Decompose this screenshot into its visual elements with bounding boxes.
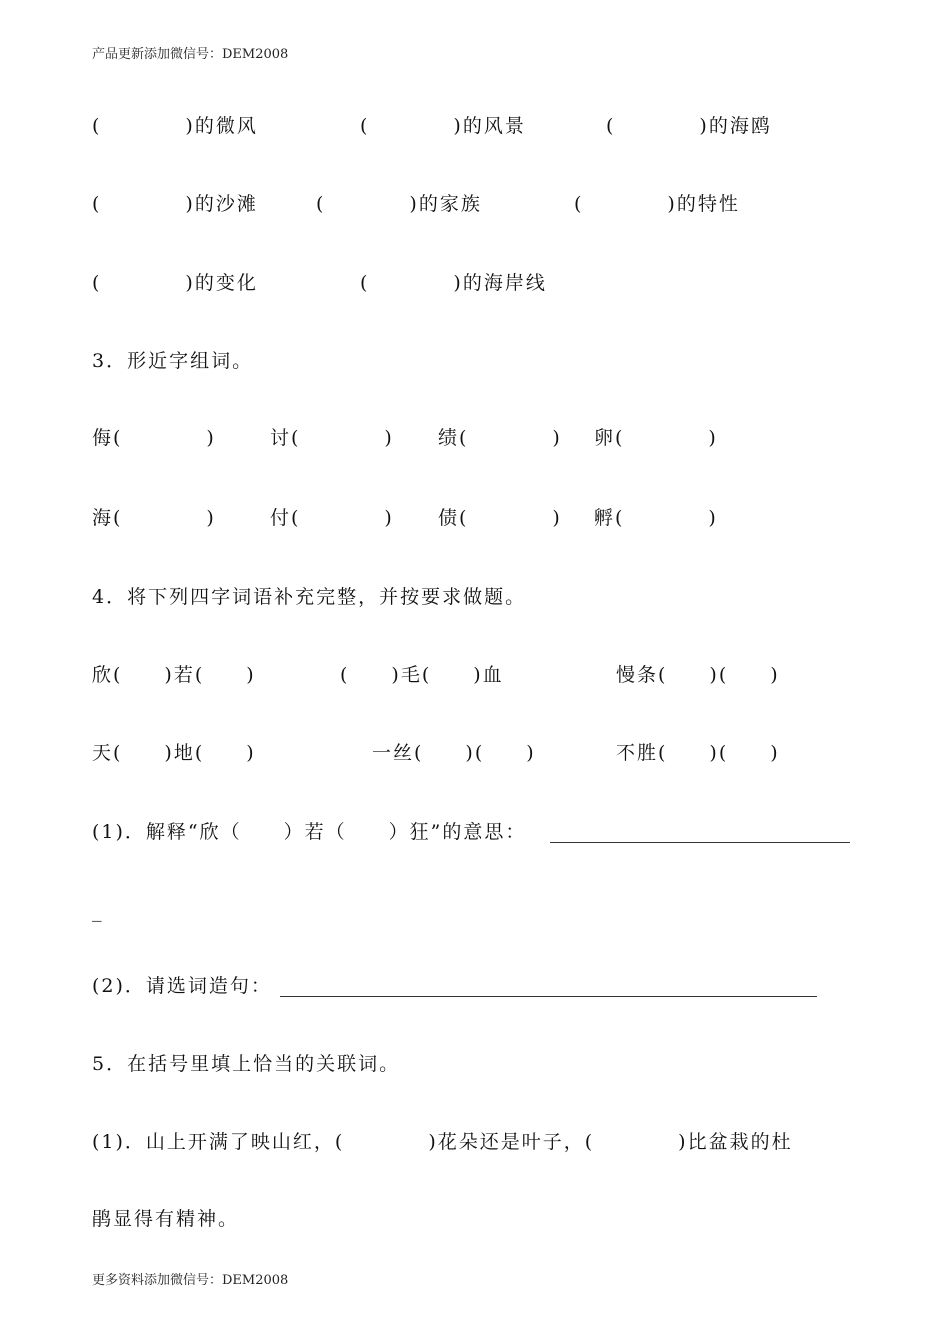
phrase-item: ( )的海岸线 (360, 272, 547, 294)
phrase-item: ( )的沙滩 (92, 193, 258, 215)
question-5-1-line-2: 鹃显得有精神。 (92, 1208, 240, 1230)
char-item: 侮( ) (92, 427, 216, 449)
idiom-item: 不胜( )( ) (616, 742, 780, 764)
char-item: 海( ) (92, 507, 216, 529)
phrase-item: ( )的微风 (92, 115, 258, 137)
phrase-item: ( )的特性 (574, 193, 740, 215)
section-5-title: 5．在括号里填上恰当的关联词。 (92, 1053, 401, 1075)
char-item: 讨( ) (270, 427, 394, 449)
phrase-item: ( )的变化 (92, 272, 258, 294)
char-item: 债( ) (438, 507, 562, 529)
char-item: 孵( ) (594, 507, 718, 529)
idiom-item: 一丝( )( ) (372, 742, 536, 764)
question-4-2: (2)．请选词造句： (92, 975, 272, 997)
phrase-item: ( )的风景 (360, 115, 526, 137)
answer-line-continuation: _ (92, 900, 102, 922)
idiom-item: ( )毛( )血 (340, 664, 504, 686)
phrase-item: ( )的海鸥 (606, 115, 772, 137)
idiom-item: 慢条( )( ) (616, 664, 780, 686)
phrase-item: ( )的家族 (316, 193, 482, 215)
page-footer: 更多资料添加微信号：DEM2008 (92, 1273, 289, 1288)
question-5-1-line-1: (1)．山上开满了映山红，( )花朵还是叶子，( )比盆栽的杜 (92, 1131, 793, 1153)
page-header: 产品更新添加微信号：DEM2008 (92, 47, 289, 62)
answer-line-4-1[interactable] (550, 842, 850, 843)
question-4-1: (1)．解释“欣（ ）若（ ）狂”的意思： (92, 821, 527, 843)
answer-line-4-2[interactable] (280, 996, 817, 997)
idiom-item: 欣( )若( ) (92, 664, 256, 686)
section-4-title: 4．将下列四字词语补充完整，并按要求做题。 (92, 586, 527, 608)
char-item: 绩( ) (438, 427, 562, 449)
char-item: 付( ) (270, 507, 394, 529)
section-3-title: 3．形近字组词。 (92, 350, 254, 372)
idiom-item: 天( )地( ) (92, 742, 256, 764)
char-item: 卵( ) (594, 427, 718, 449)
